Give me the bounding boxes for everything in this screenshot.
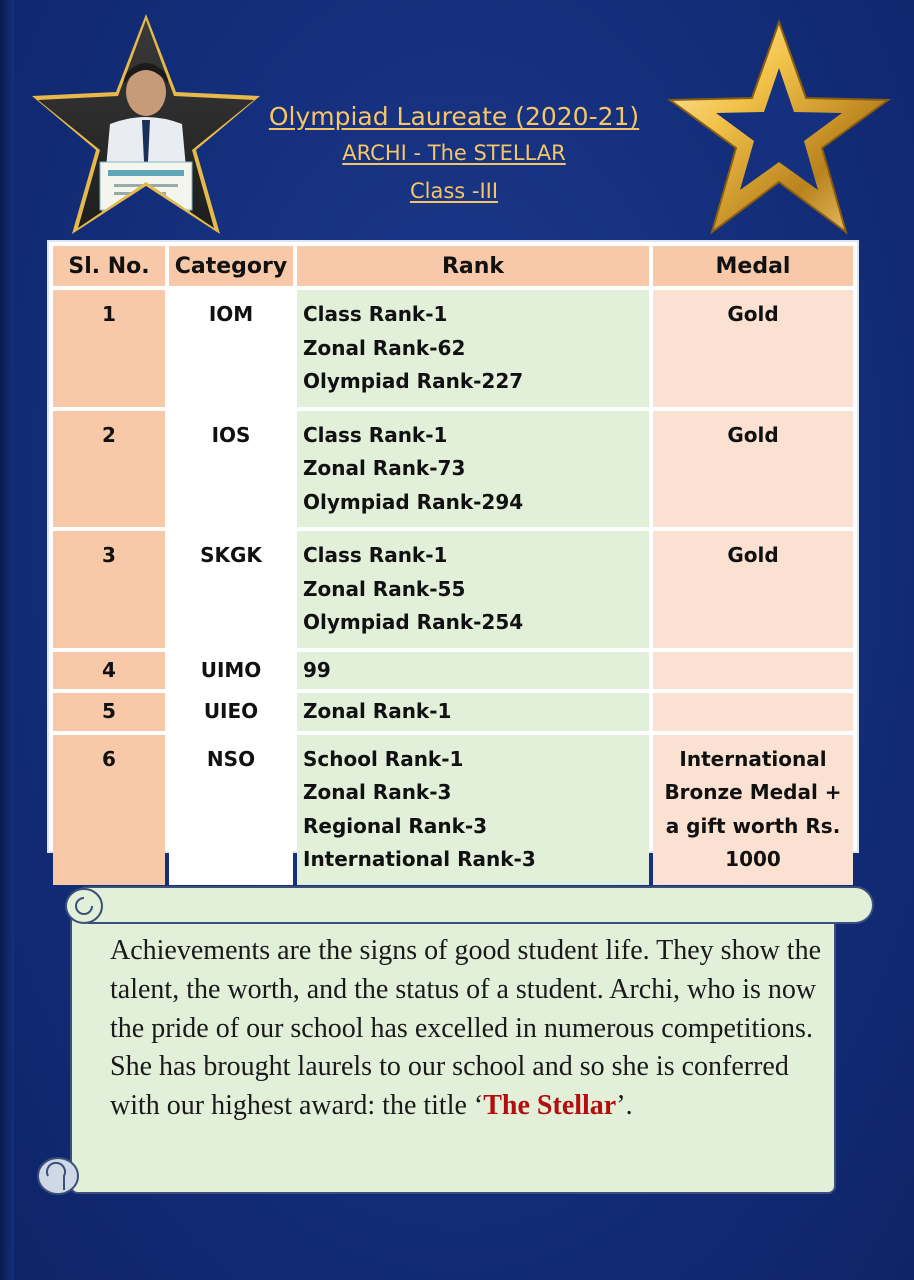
table-row bbox=[53, 652, 853, 690]
rank-line: Regional Rank-3 bbox=[303, 813, 488, 838]
row-ranks bbox=[297, 531, 649, 648]
row-medal bbox=[653, 693, 853, 731]
citation-highlight: The Stellar bbox=[483, 1090, 617, 1122]
row-ranks bbox=[297, 290, 649, 407]
row-medal: Gold bbox=[653, 290, 853, 407]
row-number: 6 bbox=[53, 735, 165, 885]
class-label: Class -III bbox=[409, 179, 499, 203]
scroll-banner-icon bbox=[62, 886, 116, 926]
row-category: IOM bbox=[169, 290, 293, 407]
table-header-row bbox=[53, 246, 853, 286]
rank-line: International Rank-3 bbox=[303, 847, 536, 871]
title-block bbox=[250, 100, 658, 210]
row-number: 3 bbox=[53, 531, 165, 648]
rank-line: Olympiad Rank-254 bbox=[303, 610, 524, 634]
rank-line: Zonal Rank-73 bbox=[303, 456, 466, 480]
row-ranks bbox=[297, 735, 649, 885]
table-row bbox=[53, 693, 853, 731]
row-category: UIEO bbox=[169, 693, 293, 731]
row-medal: Gold bbox=[653, 531, 853, 648]
row-category: IOS bbox=[169, 411, 293, 528]
rank-line: 99 bbox=[303, 657, 331, 682]
rank-line: School Rank-1 bbox=[303, 746, 464, 771]
citation-end: ’. bbox=[616, 1090, 633, 1122]
row-number: 2 bbox=[53, 411, 165, 528]
scroll-top-roll bbox=[70, 886, 874, 924]
page-title: Olympiad Laureate (2020-21) bbox=[268, 102, 640, 131]
rank-line: Olympiad Rank-294 bbox=[303, 489, 524, 514]
table-row bbox=[53, 290, 853, 407]
row-category: SKGK bbox=[169, 531, 293, 648]
row-number: 5 bbox=[53, 693, 165, 731]
gold-star-icon bbox=[666, 18, 892, 238]
rank-line: Class Rank-1 bbox=[303, 422, 448, 447]
row-number: 4 bbox=[53, 652, 165, 690]
row-category: UIMO bbox=[169, 652, 293, 690]
rank-line: Class Rank-1 bbox=[303, 302, 448, 326]
row-category: NSO bbox=[169, 735, 293, 885]
achievements-table bbox=[47, 240, 859, 871]
star-photo-frame-icon bbox=[22, 12, 262, 242]
row-medal: International Bronze Medal + a gift worth Rs. 1000 bbox=[653, 735, 853, 885]
row-number: 1 bbox=[53, 290, 165, 407]
table-row bbox=[53, 531, 853, 648]
rank-line: Zonal Rank-1 bbox=[303, 699, 452, 723]
rank-line: Zonal Rank-55 bbox=[303, 576, 466, 601]
column-header-rank: Rank bbox=[297, 246, 649, 286]
rank-line: Olympiad Rank-227 bbox=[303, 369, 524, 393]
column-header-category: Category bbox=[169, 246, 293, 286]
rank-line: Zonal Rank-62 bbox=[303, 335, 466, 360]
row-medal bbox=[653, 652, 853, 690]
row-ranks bbox=[297, 693, 649, 731]
row-ranks bbox=[297, 411, 649, 528]
rank-line: Zonal Rank-3 bbox=[303, 780, 452, 804]
page-spine bbox=[0, 0, 14, 1280]
row-ranks bbox=[297, 652, 649, 690]
scroll-curl-icon bbox=[34, 1154, 88, 1198]
column-header-medal: Medal bbox=[653, 246, 853, 286]
table-row bbox=[53, 735, 853, 885]
rank-line: Class Rank-1 bbox=[303, 543, 448, 567]
citation-text bbox=[110, 932, 830, 1126]
citation-body: Achievements are the signs of good student life. They show the talent, the worth, and the status of a student. Archi, who is now the pride of our school has excelled in numerous competitions. She has brought laurels to our school and so she is conferred with our highest award: the title ‘ bbox=[110, 935, 821, 1122]
row-medal: Gold bbox=[653, 411, 853, 528]
table-row bbox=[53, 411, 853, 528]
citation-scroll bbox=[70, 886, 876, 1194]
column-header-sl-no: Sl. No. bbox=[53, 246, 165, 286]
student-title: ARCHI - The STELLAR bbox=[342, 141, 566, 165]
